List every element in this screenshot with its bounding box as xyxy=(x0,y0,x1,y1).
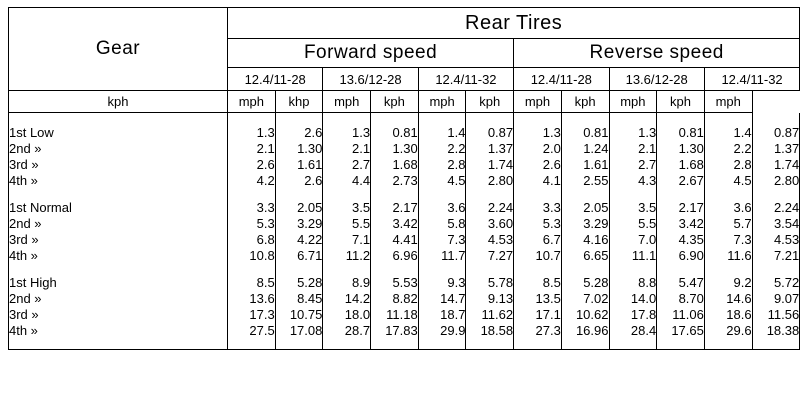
row-spacer xyxy=(9,188,800,199)
spacer-cell xyxy=(657,188,705,199)
spacer-cell xyxy=(418,338,466,350)
table-row xyxy=(9,274,800,290)
gear-name-cell: 4th » xyxy=(9,172,228,188)
spacer-cell xyxy=(275,113,323,125)
gear-name-cell: 2nd » xyxy=(9,215,228,231)
speed-value-cell: 9.2 xyxy=(704,274,752,290)
unit-header: khp xyxy=(275,91,323,113)
unit-header: kph xyxy=(371,91,419,113)
speed-value-cell: 2.7 xyxy=(609,156,657,172)
speed-value-cell: 5.53 xyxy=(371,274,419,290)
speed-value-cell: 5.3 xyxy=(228,215,276,231)
gear-name-cell: 2nd » xyxy=(9,290,228,306)
header-row-units xyxy=(9,91,800,113)
spacer-cell xyxy=(752,113,800,125)
speed-value-cell: 2.7 xyxy=(323,156,371,172)
speed-value-cell: 3.42 xyxy=(371,215,419,231)
spacer-cell xyxy=(609,263,657,274)
speed-value-cell: 5.3 xyxy=(514,215,562,231)
speed-value-cell: 17.3 xyxy=(228,306,276,322)
spacer-cell xyxy=(371,113,419,125)
speed-value-cell: 4.1 xyxy=(514,172,562,188)
speed-value-cell: 1.3 xyxy=(609,124,657,140)
speed-value-cell: 2.2 xyxy=(704,140,752,156)
unit-header: kph xyxy=(466,91,514,113)
spacer-cell xyxy=(704,113,752,125)
spacer-cell xyxy=(466,113,514,125)
speed-value-cell: 6.96 xyxy=(371,247,419,263)
speed-value-cell: 2.73 xyxy=(371,172,419,188)
spacer-cell xyxy=(704,188,752,199)
table-body xyxy=(9,113,800,350)
spacer-cell xyxy=(275,338,323,350)
speed-value-cell: 1.30 xyxy=(657,140,705,156)
table-row xyxy=(9,290,800,306)
speed-value-cell: 1.68 xyxy=(371,156,419,172)
speed-value-cell: 3.29 xyxy=(275,215,323,231)
speed-value-cell: 1.3 xyxy=(228,124,276,140)
speed-value-cell: 7.0 xyxy=(609,231,657,247)
speed-value-cell: 5.8 xyxy=(418,215,466,231)
speed-value-cell: 27.3 xyxy=(514,322,562,338)
speed-value-cell: 2.6 xyxy=(228,156,276,172)
gear-name-cell: 3rd » xyxy=(9,306,228,322)
speed-value-cell: 5.72 xyxy=(752,274,800,290)
table-row xyxy=(9,306,800,322)
spacer-cell xyxy=(323,113,371,125)
speed-value-cell: 17.83 xyxy=(371,322,419,338)
spacer-cell xyxy=(228,263,276,274)
gear-name-cell: 2nd » xyxy=(9,140,228,156)
speed-value-cell: 1.24 xyxy=(561,140,609,156)
speed-value-cell: 1.74 xyxy=(752,156,800,172)
speed-value-cell: 1.3 xyxy=(514,124,562,140)
table-row xyxy=(9,231,800,247)
speed-value-cell: 3.6 xyxy=(704,199,752,215)
row-spacer xyxy=(9,338,800,350)
speed-value-cell: 1.4 xyxy=(704,124,752,140)
speed-value-cell: 2.2 xyxy=(418,140,466,156)
spacer-cell xyxy=(466,188,514,199)
speed-value-cell: 3.5 xyxy=(609,199,657,215)
table-row xyxy=(9,156,800,172)
speed-value-cell: 17.1 xyxy=(514,306,562,322)
unit-header: kph xyxy=(9,91,228,113)
spacer-cell xyxy=(609,338,657,350)
unit-header: mph xyxy=(514,91,562,113)
speed-value-cell: 4.41 xyxy=(371,231,419,247)
forward-speed-header: Forward speed xyxy=(228,39,514,68)
speed-value-cell: 3.6 xyxy=(418,199,466,215)
spacer-cell xyxy=(9,113,228,125)
speed-value-cell: 4.35 xyxy=(657,231,705,247)
spacer-cell xyxy=(275,188,323,199)
speed-value-cell: 3.5 xyxy=(323,199,371,215)
unit-header: mph xyxy=(228,91,276,113)
spacer-cell xyxy=(561,113,609,125)
gear-name-cell: 3rd » xyxy=(9,231,228,247)
speed-value-cell: 11.1 xyxy=(609,247,657,263)
spacer-cell xyxy=(466,263,514,274)
speed-value-cell: 10.8 xyxy=(228,247,276,263)
gear-name-cell: 4th » xyxy=(9,247,228,263)
spacer-cell xyxy=(514,113,562,125)
speed-value-cell: 17.65 xyxy=(657,322,705,338)
speed-value-cell: 1.61 xyxy=(561,156,609,172)
spacer-cell xyxy=(371,263,419,274)
speed-value-cell: 11.6 xyxy=(704,247,752,263)
speed-value-cell: 9.07 xyxy=(752,290,800,306)
speed-value-cell: 13.5 xyxy=(514,290,562,306)
speed-value-cell: 7.3 xyxy=(704,231,752,247)
speed-value-cell: 9.3 xyxy=(418,274,466,290)
speed-value-cell: 6.71 xyxy=(275,247,323,263)
speed-value-cell: 8.82 xyxy=(371,290,419,306)
spacer-cell xyxy=(514,188,562,199)
speed-value-cell: 8.5 xyxy=(228,274,276,290)
speed-value-cell: 5.5 xyxy=(609,215,657,231)
speed-value-cell: 1.37 xyxy=(752,140,800,156)
speed-value-cell: 2.0 xyxy=(514,140,562,156)
speed-value-cell: 27.5 xyxy=(228,322,276,338)
speed-value-cell: 2.6 xyxy=(275,172,323,188)
spacer-cell xyxy=(9,188,228,199)
speed-value-cell: 3.29 xyxy=(561,215,609,231)
speed-value-cell: 2.17 xyxy=(371,199,419,215)
spacer-cell xyxy=(561,188,609,199)
speed-value-cell: 4.16 xyxy=(561,231,609,247)
speed-value-cell: 10.62 xyxy=(561,306,609,322)
speed-value-cell: 4.5 xyxy=(418,172,466,188)
tire-size-header: 13.6/12-28 xyxy=(609,68,704,91)
spacer-cell xyxy=(275,263,323,274)
spacer-cell xyxy=(609,113,657,125)
speed-value-cell: 1.74 xyxy=(466,156,514,172)
speed-value-cell: 3.60 xyxy=(466,215,514,231)
speed-value-cell: 11.2 xyxy=(323,247,371,263)
row-spacer xyxy=(9,263,800,274)
speed-value-cell: 18.7 xyxy=(418,306,466,322)
row-spacer xyxy=(9,113,800,125)
speed-value-cell: 5.5 xyxy=(323,215,371,231)
spacer-cell xyxy=(657,338,705,350)
speed-value-cell: 29.6 xyxy=(704,322,752,338)
speed-value-cell: 0.87 xyxy=(466,124,514,140)
speed-value-cell: 8.5 xyxy=(514,274,562,290)
speed-value-cell: 5.28 xyxy=(561,274,609,290)
spacer-cell xyxy=(514,263,562,274)
speed-value-cell: 4.5 xyxy=(704,172,752,188)
speed-value-cell: 1.3 xyxy=(323,124,371,140)
spacer-cell xyxy=(704,338,752,350)
speed-value-cell: 14.2 xyxy=(323,290,371,306)
table-row xyxy=(9,247,800,263)
speed-value-cell: 7.3 xyxy=(418,231,466,247)
speed-value-cell: 18.0 xyxy=(323,306,371,322)
spacer-cell xyxy=(752,338,800,350)
speed-value-cell: 6.7 xyxy=(514,231,562,247)
speed-value-cell: 17.08 xyxy=(275,322,323,338)
speed-value-cell: 6.65 xyxy=(561,247,609,263)
spacer-cell xyxy=(323,263,371,274)
speed-value-cell: 2.80 xyxy=(752,172,800,188)
speed-value-cell: 6.90 xyxy=(657,247,705,263)
spacer-cell xyxy=(371,188,419,199)
spacer-cell xyxy=(418,113,466,125)
spacer-cell xyxy=(704,263,752,274)
header-row-group xyxy=(9,8,800,39)
speed-value-cell: 0.81 xyxy=(561,124,609,140)
spacer-cell xyxy=(323,188,371,199)
speed-value-cell: 1.30 xyxy=(275,140,323,156)
gear-name-cell: 4th » xyxy=(9,322,228,338)
unit-header: kph xyxy=(657,91,705,113)
speed-value-cell: 1.30 xyxy=(371,140,419,156)
speed-value-cell: 2.05 xyxy=(561,199,609,215)
speed-value-cell: 11.18 xyxy=(371,306,419,322)
spacer-cell xyxy=(752,188,800,199)
spacer-cell xyxy=(514,338,562,350)
speed-value-cell: 14.6 xyxy=(704,290,752,306)
speed-value-cell: 11.62 xyxy=(466,306,514,322)
gear-name-cell: 3rd » xyxy=(9,156,228,172)
reverse-speed-header: Reverse speed xyxy=(514,39,800,68)
spacer-cell xyxy=(228,188,276,199)
unit-header: mph xyxy=(418,91,466,113)
speed-value-cell: 7.21 xyxy=(752,247,800,263)
unit-header: mph xyxy=(609,91,657,113)
speed-value-cell: 4.22 xyxy=(275,231,323,247)
speed-value-cell: 11.56 xyxy=(752,306,800,322)
speed-value-cell: 7.1 xyxy=(323,231,371,247)
tire-size-header: 13.6/12-28 xyxy=(323,68,418,91)
speed-value-cell: 18.6 xyxy=(704,306,752,322)
speed-value-cell: 18.58 xyxy=(466,322,514,338)
gear-name-cell: 1st Normal xyxy=(9,199,228,215)
speed-value-cell: 2.1 xyxy=(323,140,371,156)
tire-size-header: 12.4/11-28 xyxy=(228,68,323,91)
unit-header: kph xyxy=(561,91,609,113)
speed-value-cell: 8.70 xyxy=(657,290,705,306)
table-row xyxy=(9,172,800,188)
speed-value-cell: 7.02 xyxy=(561,290,609,306)
speed-value-cell: 2.6 xyxy=(275,124,323,140)
spacer-cell xyxy=(609,188,657,199)
speed-value-cell: 9.13 xyxy=(466,290,514,306)
speed-value-cell: 1.37 xyxy=(466,140,514,156)
speed-value-cell: 3.54 xyxy=(752,215,800,231)
spacer-cell xyxy=(752,263,800,274)
speed-value-cell: 3.3 xyxy=(514,199,562,215)
speed-value-cell: 13.6 xyxy=(228,290,276,306)
speed-value-cell: 16.96 xyxy=(561,322,609,338)
rear-tires-header: Rear Tires xyxy=(228,8,800,39)
spacer-cell xyxy=(371,338,419,350)
speed-value-cell: 28.4 xyxy=(609,322,657,338)
speed-value-cell: 10.75 xyxy=(275,306,323,322)
tire-size-header: 12.4/11-28 xyxy=(514,68,609,91)
speed-value-cell: 2.05 xyxy=(275,199,323,215)
spacer-cell xyxy=(418,263,466,274)
gear-speed-table xyxy=(8,7,800,350)
speed-value-cell: 8.9 xyxy=(323,274,371,290)
speed-value-cell: 2.24 xyxy=(466,199,514,215)
speed-value-cell: 11.7 xyxy=(418,247,466,263)
speed-value-cell: 2.1 xyxy=(228,140,276,156)
table-row xyxy=(9,215,800,231)
spacer-cell xyxy=(561,263,609,274)
spacer-cell xyxy=(228,113,276,125)
speed-value-cell: 10.7 xyxy=(514,247,562,263)
gear-column-header: Gear xyxy=(9,8,228,91)
speed-value-cell: 6.8 xyxy=(228,231,276,247)
speed-value-cell: 2.6 xyxy=(514,156,562,172)
speed-value-cell: 8.8 xyxy=(609,274,657,290)
speed-value-cell: 7.27 xyxy=(466,247,514,263)
speed-value-cell: 14.7 xyxy=(418,290,466,306)
speed-value-cell: 14.0 xyxy=(609,290,657,306)
speed-value-cell: 8.45 xyxy=(275,290,323,306)
spacer-cell xyxy=(466,338,514,350)
speed-value-cell: 2.8 xyxy=(418,156,466,172)
spacer-cell xyxy=(323,338,371,350)
speed-value-cell: 1.61 xyxy=(275,156,323,172)
speed-value-cell: 28.7 xyxy=(323,322,371,338)
speed-value-cell: 2.80 xyxy=(466,172,514,188)
speed-value-cell: 17.8 xyxy=(609,306,657,322)
speed-value-cell: 2.8 xyxy=(704,156,752,172)
spacer-cell xyxy=(561,338,609,350)
speed-value-cell: 2.55 xyxy=(561,172,609,188)
speed-value-cell: 4.3 xyxy=(609,172,657,188)
gear-name-cell: 1st High xyxy=(9,274,228,290)
unit-header: mph xyxy=(704,91,752,113)
spacer-cell xyxy=(9,263,228,274)
table-row xyxy=(9,124,800,140)
speed-value-cell: 29.9 xyxy=(418,322,466,338)
table-head xyxy=(9,8,800,113)
gear-name-cell: 1st Low xyxy=(9,124,228,140)
speed-value-cell: 4.4 xyxy=(323,172,371,188)
speed-value-cell: 1.68 xyxy=(657,156,705,172)
speed-value-cell: 2.67 xyxy=(657,172,705,188)
table-row xyxy=(9,140,800,156)
speed-value-cell: 0.87 xyxy=(752,124,800,140)
table-row xyxy=(9,322,800,338)
unit-header: mph xyxy=(323,91,371,113)
spacer-cell xyxy=(9,338,228,350)
speed-value-cell: 5.28 xyxy=(275,274,323,290)
speed-value-cell: 4.2 xyxy=(228,172,276,188)
speed-value-cell: 2.24 xyxy=(752,199,800,215)
spacer-cell xyxy=(228,338,276,350)
speed-value-cell: 18.38 xyxy=(752,322,800,338)
speed-value-cell: 3.3 xyxy=(228,199,276,215)
tire-size-header: 12.4/11-32 xyxy=(704,68,799,91)
speed-value-cell: 5.78 xyxy=(466,274,514,290)
spacer-cell xyxy=(657,113,705,125)
speed-value-cell: 5.47 xyxy=(657,274,705,290)
speed-value-cell: 11.06 xyxy=(657,306,705,322)
speed-value-cell: 5.7 xyxy=(704,215,752,231)
speed-value-cell: 3.42 xyxy=(657,215,705,231)
speed-value-cell: 4.53 xyxy=(752,231,800,247)
speed-value-cell: 0.81 xyxy=(657,124,705,140)
speed-value-cell: 4.53 xyxy=(466,231,514,247)
speed-value-cell: 2.17 xyxy=(657,199,705,215)
spacer-cell xyxy=(657,263,705,274)
speed-value-cell: 1.4 xyxy=(418,124,466,140)
tire-size-header: 12.4/11-32 xyxy=(418,68,513,91)
speed-value-cell: 2.1 xyxy=(609,140,657,156)
spacer-cell xyxy=(418,188,466,199)
table-row xyxy=(9,199,800,215)
speed-value-cell: 0.81 xyxy=(371,124,419,140)
